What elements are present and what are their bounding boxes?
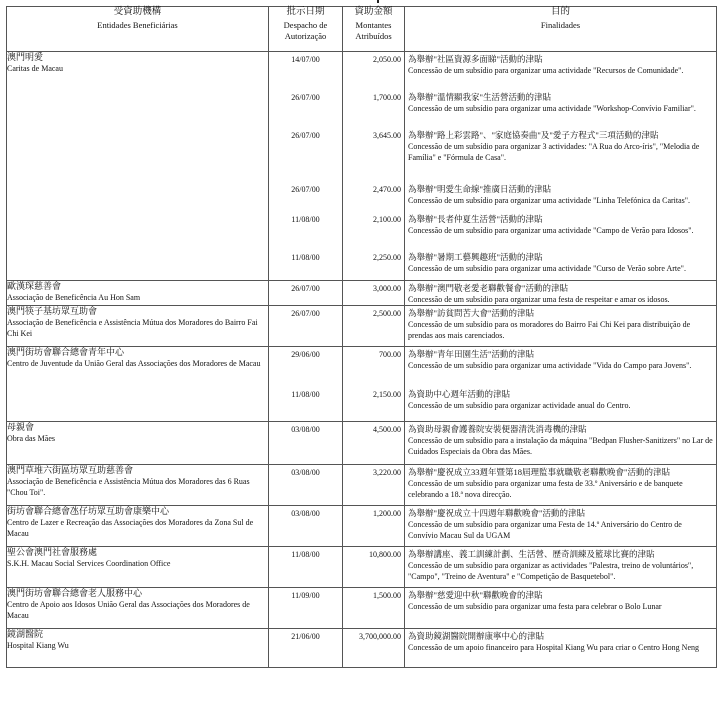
entity-name-pt: Hospital Kiang Wu — [7, 641, 69, 650]
amount-cell — [343, 547, 405, 588]
header-despacho: 批示日期 Despacho de Autorização — [269, 7, 343, 52]
amount-cell — [343, 465, 405, 506]
amount-value: 2,050.00 — [373, 55, 401, 64]
purpose-zh: 為舉辦"長者仲夏生活營"活動的津貼 — [408, 214, 543, 224]
header-montantes: 資助金額 Montantes Atribuídos — [343, 7, 405, 52]
authorization-date: 21/06/00 — [291, 632, 320, 641]
entity-name-pt: Associação de Beneficência Au Hon Sam — [7, 293, 141, 302]
date-cell — [269, 281, 343, 306]
purpose-cell — [405, 547, 717, 588]
purpose-entry — [405, 182, 716, 212]
purpose-zh: 為資助中心週年活動的津貼 — [408, 389, 511, 399]
amount-value: 1,200.00 — [373, 509, 401, 518]
purpose-pt: Concessão de um subsídio para organizar uma festa de 33.º Aniversário e de banquete celebrando a 18.ª nova direcção. — [408, 479, 683, 499]
purpose-entry — [405, 465, 716, 505]
authorization-date: 03/08/00 — [291, 468, 320, 477]
purpose-zh: 為舉辦"澳門敬老愛老聯歡餐會"活動的津貼 — [408, 283, 568, 293]
amount-value: 2,470.00 — [373, 185, 401, 194]
purpose-cell — [405, 306, 717, 347]
date-cell — [269, 588, 343, 629]
authorization-date: 11/08/00 — [291, 390, 320, 399]
authorization-date: 26/07/00 — [291, 185, 320, 194]
entity-cell — [7, 588, 269, 629]
amount-cell — [343, 306, 405, 347]
purpose-pt: Concessão de um subsídio para organizar uma actividade "Linha Telefónica da Caritas". — [408, 196, 691, 205]
subsidy-table — [6, 6, 717, 668]
authorization-date: 11/08/00 — [291, 253, 320, 262]
authorization-date: 26/07/00 — [291, 93, 320, 102]
entity-name-zh: 澳門明愛 — [7, 52, 44, 62]
purpose-entry — [405, 128, 716, 182]
entity-name-pt: Obra das Mães — [7, 434, 55, 443]
purpose-entry — [405, 347, 716, 387]
entity-name-pt: Centro de Lazer e Recreação das Associações dos Moradores da Zona Sul de Macau — [7, 518, 254, 538]
purpose-cell — [405, 506, 717, 547]
entity-name-zh: 母親會 — [7, 422, 35, 432]
purpose-pt: Concessão de um subsídio para organizar uma actividade "Vida do Campo para Jovens". — [408, 361, 692, 370]
amount-cell — [343, 52, 405, 281]
date-cell — [269, 465, 343, 506]
authorization-date: 29/06/00 — [291, 350, 320, 359]
authorization-date: 11/09/00 — [291, 591, 320, 600]
date-cell — [269, 547, 343, 588]
amount-value: 1,700.00 — [373, 93, 401, 102]
entity-cell — [7, 465, 269, 506]
authorization-date: 03/08/00 — [291, 425, 320, 434]
entity-name-pt: Centro de Apoio aos Idosos União Geral das Associações dos Moradores de Macau — [7, 600, 250, 620]
purpose-entry — [405, 422, 716, 464]
purpose-zh: 為資助鏡湖醫院開辦康寧中心的津貼 — [408, 631, 545, 641]
date-cell — [269, 52, 343, 281]
purpose-cell — [405, 347, 717, 422]
purpose-entry — [405, 506, 716, 546]
date-cell — [269, 629, 343, 668]
purpose-pt: Concessão de um subsídio para organizar uma festa de respeitar e amar os idosos. — [408, 295, 670, 304]
table-row — [7, 306, 717, 347]
date-cell — [269, 506, 343, 547]
amount-cell — [343, 588, 405, 629]
purpose-cell — [405, 629, 717, 668]
purpose-cell — [405, 465, 717, 506]
purpose-zh: 為舉辦"訪貧問苦大會"活動的津貼 — [408, 308, 534, 318]
purpose-zh: 為舉辦"路上彩雲路"、"家庭協奏曲"及"愛子方程式"三項活動的津貼 — [408, 130, 659, 140]
purpose-entry — [405, 629, 716, 667]
amount-value: 3,700,000.00 — [359, 632, 401, 641]
entity-name-zh: 澳門街坊會聯合總會青年中心 — [7, 347, 125, 357]
amount-value: 3,645.00 — [373, 131, 401, 140]
table-row — [7, 465, 717, 506]
purpose-zh: 為舉辦講座、義工訓練計劃、生活營、歷奇訓練及籃球比賽的津貼 — [408, 549, 655, 559]
authorization-date: 26/07/00 — [291, 131, 320, 140]
purpose-pt: Concessão de um subsídio para organizar uma actividade "Campo de Verão para Idosos". — [408, 226, 694, 235]
date-cell — [269, 422, 343, 465]
entity-name-pt: S.K.H. Macau Social Services Coordination Office — [7, 559, 171, 568]
purpose-zh: 為舉辦"青年田園生活"活動的津貼 — [408, 349, 534, 359]
amount-value: 2,250.00 — [373, 253, 401, 262]
purpose-zh: 為舉辦"溫情顯我家"生活營活動的津貼 — [408, 92, 551, 102]
date-cell — [269, 306, 343, 347]
table-row — [7, 547, 717, 588]
entity-name-zh: 街坊會聯合總會氹仔坊眾互助會康樂中心 — [7, 506, 170, 516]
purpose-entry — [405, 588, 716, 628]
purpose-cell — [405, 52, 717, 281]
purpose-entry — [405, 250, 716, 280]
table-row — [7, 281, 717, 306]
entity-cell — [7, 52, 269, 281]
entity-cell — [7, 347, 269, 422]
date-cell — [269, 347, 343, 422]
purpose-entry — [405, 52, 716, 90]
purpose-zh: 為舉辦"社區資源多面睇"活動的津貼 — [408, 54, 543, 64]
purpose-entry — [405, 547, 716, 587]
entity-cell — [7, 629, 269, 668]
entity-cell — [7, 506, 269, 547]
purpose-cell — [405, 422, 717, 465]
purpose-pt: Concessão de um apoio financeiro para Hospital Kiang Wu para criar o Centro Hong Neng — [408, 643, 699, 652]
purpose-entry — [405, 90, 716, 128]
purpose-pt: Concessão de um subsídio para organizar as actividades "Palestra, treino de voluntários", "Campo", "Treino de Aventura" e "Competição de Basquetebol". — [408, 561, 694, 581]
table-row — [7, 347, 717, 422]
purpose-pt: Concessão de um subsídio para organizar uma festa para celebrar o Bolo Lunar — [408, 602, 662, 611]
authorization-date: 11/08/00 — [291, 215, 320, 224]
authorization-date: 03/08/00 — [291, 509, 320, 518]
table-row — [7, 629, 717, 668]
purpose-zh: 為舉辦"慶祝成立十四週年聯歡晚會"活動的津貼 — [408, 508, 585, 518]
header-entidades: 受資助機構 Entidades Beneficiárias — [7, 7, 269, 52]
purpose-entry — [405, 387, 716, 421]
entity-cell — [7, 422, 269, 465]
purpose-cell — [405, 588, 717, 629]
scan-mark — [377, 0, 379, 3]
purpose-pt: Concessão de um subsídio para organizar uma Festa de 14.º Aniversário do Centro de Convívio Macau Sul da UGAM — [408, 520, 682, 540]
table-body — [7, 52, 717, 668]
purpose-pt: Concessão de um subsídio para organizar actividade anual do Centro. — [408, 401, 631, 410]
entity-cell — [7, 547, 269, 588]
entity-cell — [7, 281, 269, 306]
amount-value: 1,500.00 — [373, 591, 401, 600]
entity-name-pt: Caritas de Macau — [7, 64, 63, 73]
purpose-zh: 為舉辦"暑期工藝興趣班"活動的津貼 — [408, 252, 543, 262]
amount-cell — [343, 629, 405, 668]
amount-cell — [343, 281, 405, 306]
amount-value: 3,220.00 — [373, 468, 401, 477]
purpose-zh: 為舉辦"慶祝成立33週年暨第18屆理監事就職敬老聯歡晚會"活動的津貼 — [408, 467, 670, 477]
purpose-pt: Concessão de um subsídio para organizar uma actividade "Recursos de Comunidade". — [408, 66, 684, 75]
purpose-zh: 為資助母親會護養院安裝便器清洗消毒機的津貼 — [408, 424, 587, 434]
amount-value: 10,800.00 — [369, 550, 401, 559]
amount-value: 3,000.00 — [373, 284, 401, 293]
authorization-date: 26/07/00 — [291, 284, 320, 293]
purpose-pt: Concessão de um subsídio para os moradores do Bairro Fai Chi Kei para distribuição de prendas aos mais carenciados. — [408, 320, 691, 340]
amount-value: 2,500.00 — [373, 309, 401, 318]
entity-name-zh: 聖公會澳門社會服務處 — [7, 547, 98, 557]
amount-value: 4,500.00 — [373, 425, 401, 434]
amount-cell — [343, 347, 405, 422]
entity-cell — [7, 306, 269, 347]
purpose-entry — [405, 212, 716, 250]
purpose-pt: Concessão de um subsídio para organizar uma actividade "Curso de Verão sobre Arte". — [408, 264, 686, 273]
entity-name-pt: Associação de Beneficência e Assistência Mútua dos Moradores do Bairro Fai Chi Kei — [7, 318, 258, 338]
amount-value: 700.00 — [379, 350, 401, 359]
entity-name-pt: Centro de Juventude da União Geral das Associações dos Moradores de Macau — [7, 359, 261, 368]
entity-name-zh: 澳門草堆六街區坊眾互助慈善會 — [7, 465, 134, 475]
purpose-pt: Concessão de um subsídio para organizar 3 actividades: "A Rua do Arco-íris", "Melodia de Família" e "Fórmula de Casa". — [408, 142, 700, 162]
authorization-date: 14/07/00 — [291, 55, 320, 64]
amount-cell — [343, 422, 405, 465]
entity-name-zh: 澳門筷子基坊眾互助會 — [7, 306, 98, 316]
purpose-zh: 為舉辦"慈愛迎中秋"聯歡晚會的津貼 — [408, 590, 543, 600]
entity-name-zh: 澳門街坊會聯合總會老人服務中心 — [7, 588, 143, 598]
purpose-zh: 為舉辦"明愛生命線"推廣日活動的津貼 — [408, 184, 551, 194]
table-row — [7, 52, 717, 281]
purpose-pt: Concessão de um subsídio para a instalação da máquina "Bedpan Flusher-Sanitizers" no Lar de Cuidados Especiais da Obra das Mães. — [408, 436, 713, 456]
purpose-entry — [405, 306, 716, 346]
table-row — [7, 422, 717, 465]
purpose-cell — [405, 281, 717, 306]
entity-name-zh: 歐漢琛慈善會 — [7, 281, 62, 291]
entity-name-zh: 鏡湖醫院 — [7, 629, 44, 639]
header-finalidades: 目的 Finalidades — [405, 7, 717, 52]
purpose-entry — [405, 281, 716, 305]
table-row — [7, 588, 717, 629]
authorization-date: 26/07/00 — [291, 309, 320, 318]
purpose-pt: Concessão de um subsídio para organizar uma actividade "Workshop-Convívio Familiar". — [408, 104, 696, 113]
entity-name-pt: Associação de Beneficência e Assistência Mútua dos Moradores das 6 Ruas "Chou Toi". — [7, 477, 250, 497]
header-row — [7, 7, 717, 52]
amount-cell — [343, 506, 405, 547]
amount-value: 2,150.00 — [373, 390, 401, 399]
authorization-date: 11/08/00 — [291, 550, 320, 559]
amount-value: 2,100.00 — [373, 215, 401, 224]
table-row — [7, 506, 717, 547]
